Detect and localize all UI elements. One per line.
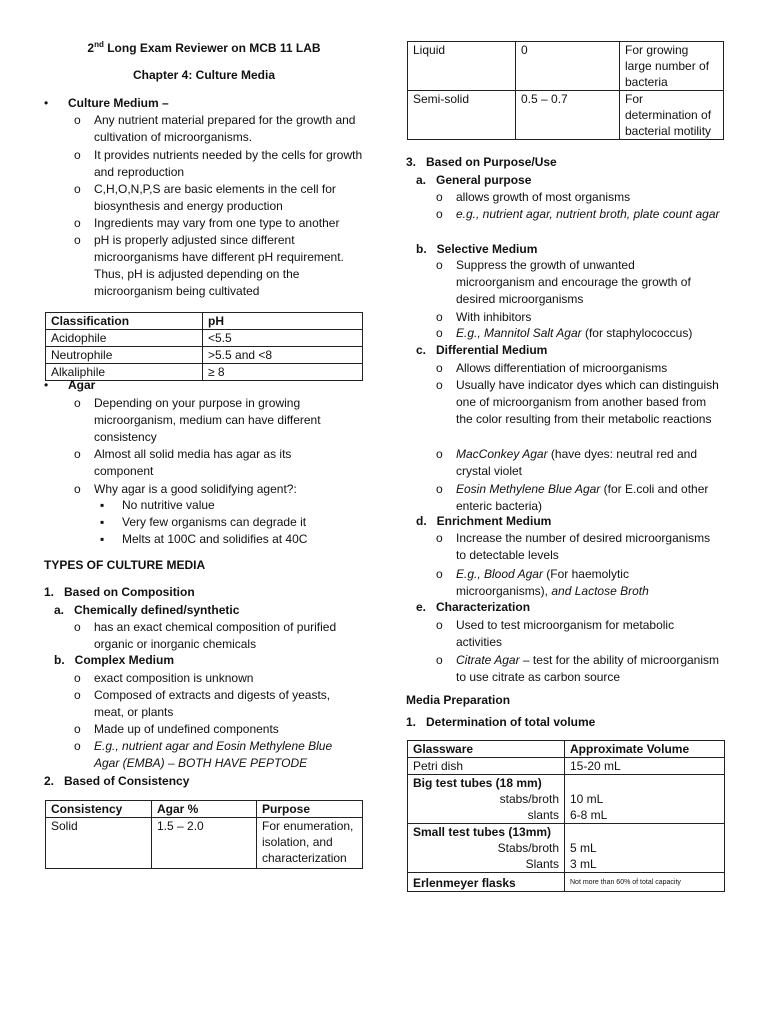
list-item: o exact composition is unknown — [74, 671, 254, 685]
document-title: 2nd Long Exam Reviewer on MCB 11 LAB — [87, 40, 321, 55]
differential-medium-heading: c. Differential Medium — [416, 343, 548, 357]
table-row: Neutrophile >5.5 and <8 — [46, 347, 363, 364]
consistency-table — [45, 800, 363, 869]
list-item: o Composed of extracts and digests of yeasts, meat, or plants — [74, 688, 331, 719]
table-row: Big test tubes (18 mm) stabs/broth slants 10 mL 6-8 mL — [408, 775, 725, 824]
table-header-row: Consistency Agar % Purpose — [46, 801, 363, 818]
list-item: o has an exact chemical composition of purified organic or inorganic chemicals — [74, 620, 337, 651]
list-item: o allows growth of most organisms — [436, 190, 631, 204]
chem-defined-heading: a. Chemically defined/synthetic — [54, 603, 240, 617]
table-header-row: Glassware Approximate Volume — [408, 741, 725, 758]
selective-medium-heading: b. Selective Medium — [416, 242, 538, 256]
list-item: o With inhibitors — [436, 310, 532, 324]
list-item: o Any nutrient material prepared for the growth and cultivation of microorganisms. — [74, 113, 356, 144]
list-item: o Allows differentiation of microorganisms — [436, 361, 668, 375]
characterization-heading: e. Characterization — [416, 600, 531, 614]
complex-medium-heading: b. Complex Medium — [54, 653, 175, 667]
table-row: Acidophile <5.5 — [46, 330, 363, 347]
general-purpose-heading: a. General purpose — [416, 173, 532, 187]
culture-medium-heading: • Culture Medium – — [44, 96, 169, 110]
list-item: o Ingredients may vary from one type to another — [74, 216, 340, 230]
agar-heading: • Agar — [44, 378, 96, 392]
table-row: Petri dish 15-20 mL — [408, 758, 725, 775]
list-item: o E.g., Mannitol Salt Agar (for staphylococcus) — [436, 326, 693, 340]
table-row: Alkaliphile ≥ 8 — [46, 364, 363, 381]
composition-heading: 1. Based on Composition — [44, 585, 195, 599]
list-item: o Usually have indicator dyes which can distinguish one of microorganism from another based from the color resulting from their metabolic reactions — [436, 378, 719, 426]
list-item: o E.g., nutrient agar and Eosin Methylene Blue Agar (EMBA) – BOTH HAVE PEPTODE — [74, 739, 333, 770]
list-item: o Eosin Methylene Blue Agar (for E.coli and other enteric bacteria) — [436, 482, 709, 513]
purpose-heading: 3. Based on Purpose/Use — [406, 155, 557, 169]
list-item: o It provides nutrients needed by the cells for growth and reproduction — [74, 148, 363, 179]
media-prep-heading: Media Preparation — [406, 693, 511, 707]
table-row: Liquid 0 For growing large number of bacteria — [408, 42, 724, 91]
ph-table — [45, 312, 363, 381]
list-item: o e.g., nutrient agar, nutrient broth, plate count agar — [436, 207, 720, 221]
list-item: o Suppress the growth of unwanted microorganism and encourage the growth of desired microorganisms — [436, 258, 691, 306]
enrichment-medium-heading: d. Enrichment Medium — [416, 514, 552, 528]
glassware-table — [407, 740, 725, 892]
list-item: o E.g., Blood Agar (For haemolytic microorganisms), and Lactose Broth — [436, 567, 649, 598]
list-item: o Almost all solid media has agar as its component — [74, 447, 292, 478]
table-header-row: Classification pH — [46, 313, 363, 330]
table-row: Erlenmeyer flasks Not more than 60% of total capacity — [408, 873, 725, 892]
list-item: o Citrate Agar – test for the ability of microorganism to use citrate as carbon source — [436, 653, 720, 684]
list-subitem: ▪ Very few organisms can degrade it — [100, 515, 307, 529]
list-item: o pH is properly adjusted since different microorganisms have different pH requirement. Thus, pH is adjusted depending on the microorganism being cultivated — [74, 233, 344, 298]
list-item: o Made up of undefined components — [74, 722, 279, 736]
consistency-table-continued — [407, 41, 724, 140]
list-item: o MacConkey Agar (have dyes: neutral red and crystal violet — [436, 447, 698, 478]
list-subitem: ▪ No nutritive value — [100, 498, 215, 512]
chapter-title: Chapter 4: Culture Media — [132, 68, 276, 82]
table-row: Semi-solid 0.5 – 0.7 For determination of bacterial motility — [408, 91, 724, 140]
list-item: o C,H,O,N,P,S are basic elements in the cell for biosynthesis and energy production — [74, 182, 336, 213]
table-row: Solid 1.5 – 2.0 For enumeration, isolation, and characterization — [46, 818, 363, 869]
consistency-heading: 2. Based of Consistency — [44, 774, 190, 788]
list-item: o Used to test microorganism for metabolic activities — [436, 618, 675, 649]
table-row: Small test tubes (13mm) Stabs/broth Slants 5 mL 3 mL — [408, 824, 725, 873]
list-item: o Increase the number of desired microorganisms to detectable levels — [436, 531, 711, 562]
types-heading: TYPES OF CULTURE MEDIA — [44, 558, 206, 572]
list-item: o Why agar is a good solidifying agent?: — [74, 482, 297, 496]
list-subitem: ▪ Melts at 100C and solidifies at 40C — [100, 532, 308, 546]
total-volume-heading: 1. Determination of total volume — [406, 715, 596, 729]
list-item: o Depending on your purpose in growing microorganism, medium can have different consistency — [74, 396, 321, 444]
